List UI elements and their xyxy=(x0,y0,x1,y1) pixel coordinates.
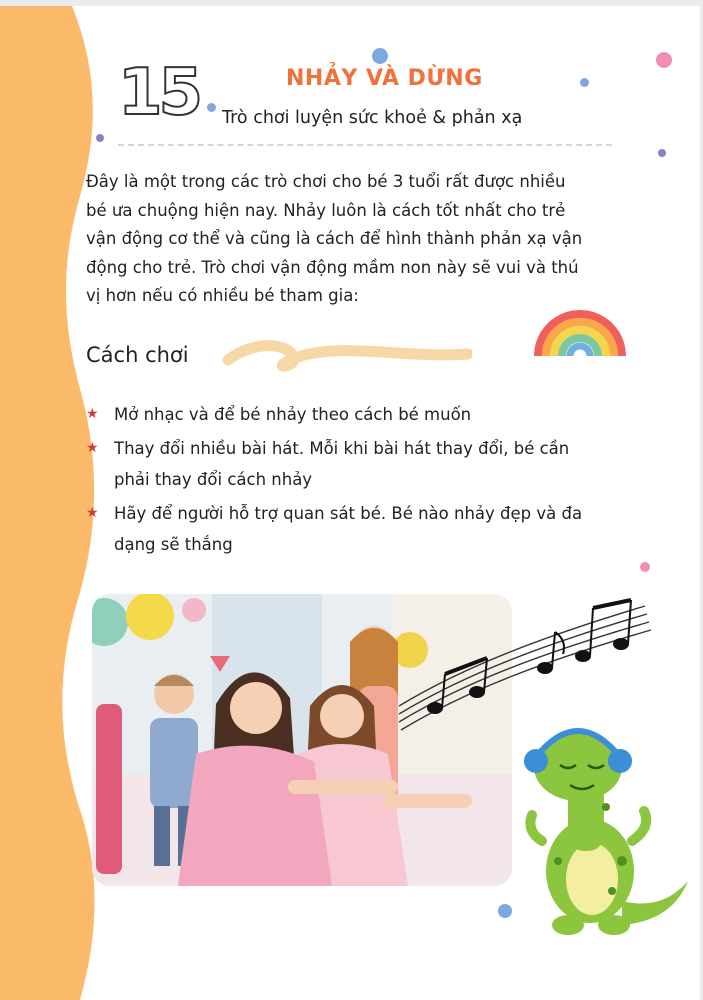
decor-dot xyxy=(498,904,512,918)
intro-line: bé ưa chuộng hiện nay. Nhảy luôn là cách tốt nhất cho trẻ xyxy=(86,200,566,220)
rules-list xyxy=(86,399,676,560)
decor-dot xyxy=(372,48,388,64)
dashed-divider xyxy=(118,144,612,146)
star-icon: ★ xyxy=(86,406,99,422)
section-heading: Cách chơi xyxy=(86,343,189,367)
intro-line: vận động cơ thể và cũng là cách để hình thành phản xạ vận xyxy=(86,229,583,249)
page-title: NHẢY VÀ DỪNG xyxy=(286,66,483,91)
intro-line: Đây là một trong các trò chơi cho bé 3 tuổi rất được nhiều xyxy=(86,172,566,191)
list-item-text: Mở nhạc và để bé nhảy theo cách bé muốn xyxy=(114,405,472,424)
list-item-text: Thay đổi nhiều bài hát. Mỗi khi bài hát thay đổi, bé cần xyxy=(114,439,570,458)
decor-dot xyxy=(580,78,589,87)
intro-paragraph xyxy=(86,168,676,311)
star-icon: ★ xyxy=(86,505,99,521)
decor-dot xyxy=(658,149,666,157)
dinosaur-with-headphones xyxy=(512,711,692,941)
intro-line: vị hơn nếu có nhiều bé tham gia: xyxy=(86,286,359,306)
game-number: 15 xyxy=(118,56,200,130)
decor-dot xyxy=(656,52,672,68)
decor-dot xyxy=(640,562,650,572)
star-icon: ★ xyxy=(86,440,99,456)
page-subtitle: Trò chơi luyện sức khoẻ & phản xạ xyxy=(222,108,523,128)
intro-line: động cho trẻ. Trò chơi vận động mầm non này sẽ vui và thú xyxy=(86,257,579,277)
page xyxy=(0,6,700,1000)
brush-stroke xyxy=(222,336,472,376)
rainbow-icon xyxy=(530,302,630,360)
list-item xyxy=(86,399,676,430)
decor-dot xyxy=(207,103,216,112)
list-item-text: dạng sẽ thắng xyxy=(114,535,233,554)
list-item xyxy=(86,498,676,560)
list-item-text: phải thay đổi cách nhảy xyxy=(114,470,313,489)
list-item-text: Hãy để người hỗ trợ quan sát bé. Bé nào nhảy đẹp và đa xyxy=(114,504,583,523)
decor-dot xyxy=(96,134,104,142)
list-item xyxy=(86,433,676,495)
